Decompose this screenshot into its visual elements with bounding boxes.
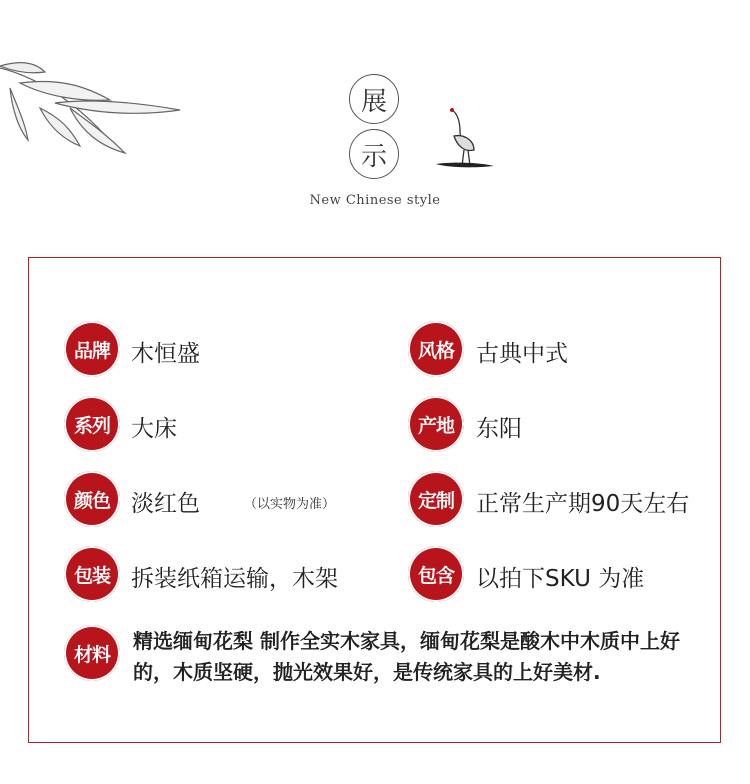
seal-color: 颜色	[64, 471, 120, 527]
title-char-circle-2	[349, 129, 399, 179]
title-char-circle-1	[349, 74, 399, 124]
title-char-1: 展	[360, 86, 387, 117]
color-note: （以实物为准）	[244, 497, 336, 512]
value-series: 大床	[131, 416, 177, 442]
value-custom: 正常生产期90天左右	[476, 491, 690, 517]
bamboo-leaves-illustration	[0, 48, 190, 158]
value-style: 古典中式	[476, 341, 568, 367]
value-brand: 木恒盛	[131, 341, 200, 367]
value-includes: 以拍下SKU 为准	[476, 566, 645, 592]
title-char-2: 示	[360, 141, 387, 172]
seal-material: 材料	[64, 625, 120, 681]
seal-series: 系列	[64, 396, 120, 452]
seal-style: 风格	[408, 321, 464, 377]
seal-custom: 定制	[408, 471, 464, 527]
seal-packaging: 包装	[64, 546, 120, 602]
subtitle: New Chinese style	[309, 193, 441, 208]
value-color: 淡红色	[131, 491, 200, 517]
seal-origin: 产地	[408, 396, 464, 452]
seal-brand: 品牌	[64, 321, 120, 377]
seal-includes: 包含	[408, 546, 464, 602]
value-packaging: 拆装纸箱运输，木架	[131, 566, 338, 592]
material-description: 精选缅甸花梨 制作全实木家具，缅甸花梨是酸木中木质中上好的，木质坚硬，抛光效果好，是传统家具的上好美材.	[133, 629, 680, 684]
value-origin: 东阳	[476, 416, 522, 442]
crane-illustration	[430, 106, 500, 176]
